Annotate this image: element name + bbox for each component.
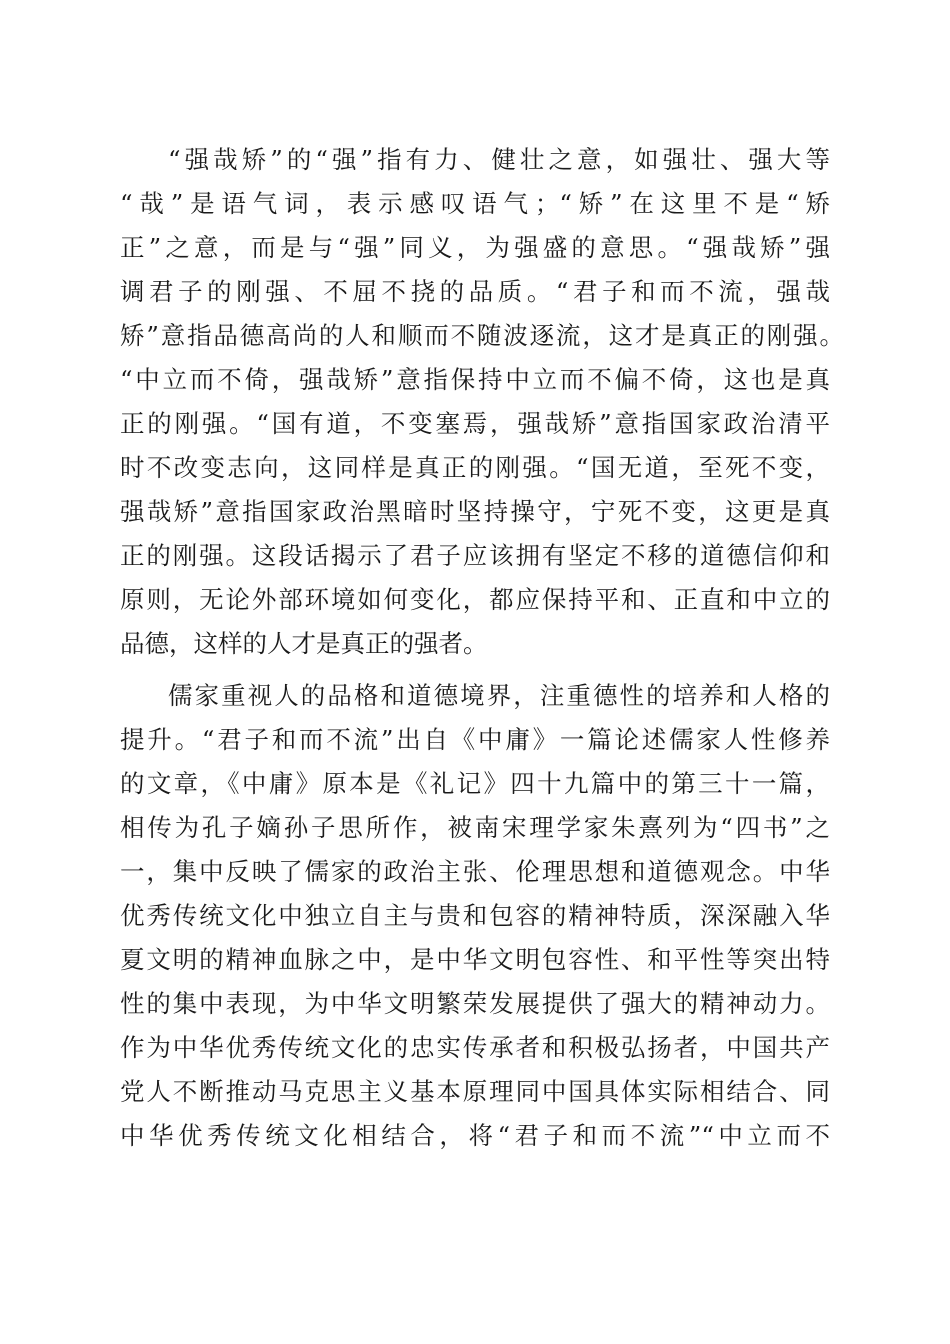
text-line: 性的集中表现，为中华文明繁荣发展提供了强大的精神动力。 bbox=[120, 989, 830, 1018]
text-line: “强哉矫”的“强”指有力、健壮之意，如强壮、强大等 bbox=[168, 145, 830, 174]
text-line: 强哉矫”意指国家政治黑暗时坚持操守，宁死不变，这更是真 bbox=[120, 497, 830, 526]
text-line: 正的刚强。“国有道，不变塞焉，强哉矫”意指国家政治清平 bbox=[120, 409, 830, 438]
text-line: 正的刚强。这段话揭示了君子应该拥有坚定不移的道德信仰和 bbox=[120, 541, 830, 570]
text-line: 矫”意指品德高尚的人和顺而不随波逐流，这才是真正的刚强。 bbox=[120, 321, 844, 350]
text-line: 正”之意，而是与“强”同义，为强盛的意思。“强哉矫”强 bbox=[120, 233, 830, 262]
text-line: “中立而不倚，强哉矫”意指保持中立而不偏不倚，这也是真 bbox=[120, 365, 830, 394]
text-line: 调君子的刚强、不屈不挠的品质。“君子和而不流，强哉 bbox=[120, 277, 830, 306]
text-line: 相传为孔子嫡孙子思所作，被南宋理学家朱熹列为“四书”之 bbox=[120, 813, 830, 842]
text-line: 作为中华优秀传统文化的忠实传承者和积极弘扬者，中国共产 bbox=[120, 1033, 830, 1062]
text-line: “哉”是语气词，表示感叹语气；“矫”在这里不是“矫 bbox=[120, 189, 830, 218]
text-line: 党人不断推动马克思主义基本原理同中国具体实际相结合、同 bbox=[120, 1077, 830, 1106]
text-line: 中华优秀传统文化相结合，将“君子和而不流”“中立而不 bbox=[120, 1121, 830, 1150]
text-line: 时不改变志向，这同样是真正的刚强。“国无道，至死不变， bbox=[120, 453, 830, 482]
text-line: 优秀传统文化中独立自主与贵和包容的精神特质，深深融入华 bbox=[120, 901, 830, 930]
text-line: 的文章，《中庸》原本是《礼记》四十九篇中的第三十一篇， bbox=[120, 769, 830, 798]
text-line: 提升。“君子和而不流”出自《中庸》一篇论述儒家人性修养 bbox=[120, 725, 830, 754]
text-line: 原则，无论外部环境如何变化，都应保持平和、正直和中立的 bbox=[120, 585, 830, 614]
text-line: 儒家重视人的品格和道德境界，注重德性的培养和人格的 bbox=[168, 681, 830, 710]
text-line: 一，集中反映了儒家的政治主张、伦理思想和道德观念。中华 bbox=[120, 857, 830, 886]
text-line: 品德，这样的人才是真正的强者。 bbox=[120, 629, 488, 658]
text-line: 夏文明的精神血脉之中，是中华文明包容性、和平性等突出特 bbox=[120, 945, 830, 974]
